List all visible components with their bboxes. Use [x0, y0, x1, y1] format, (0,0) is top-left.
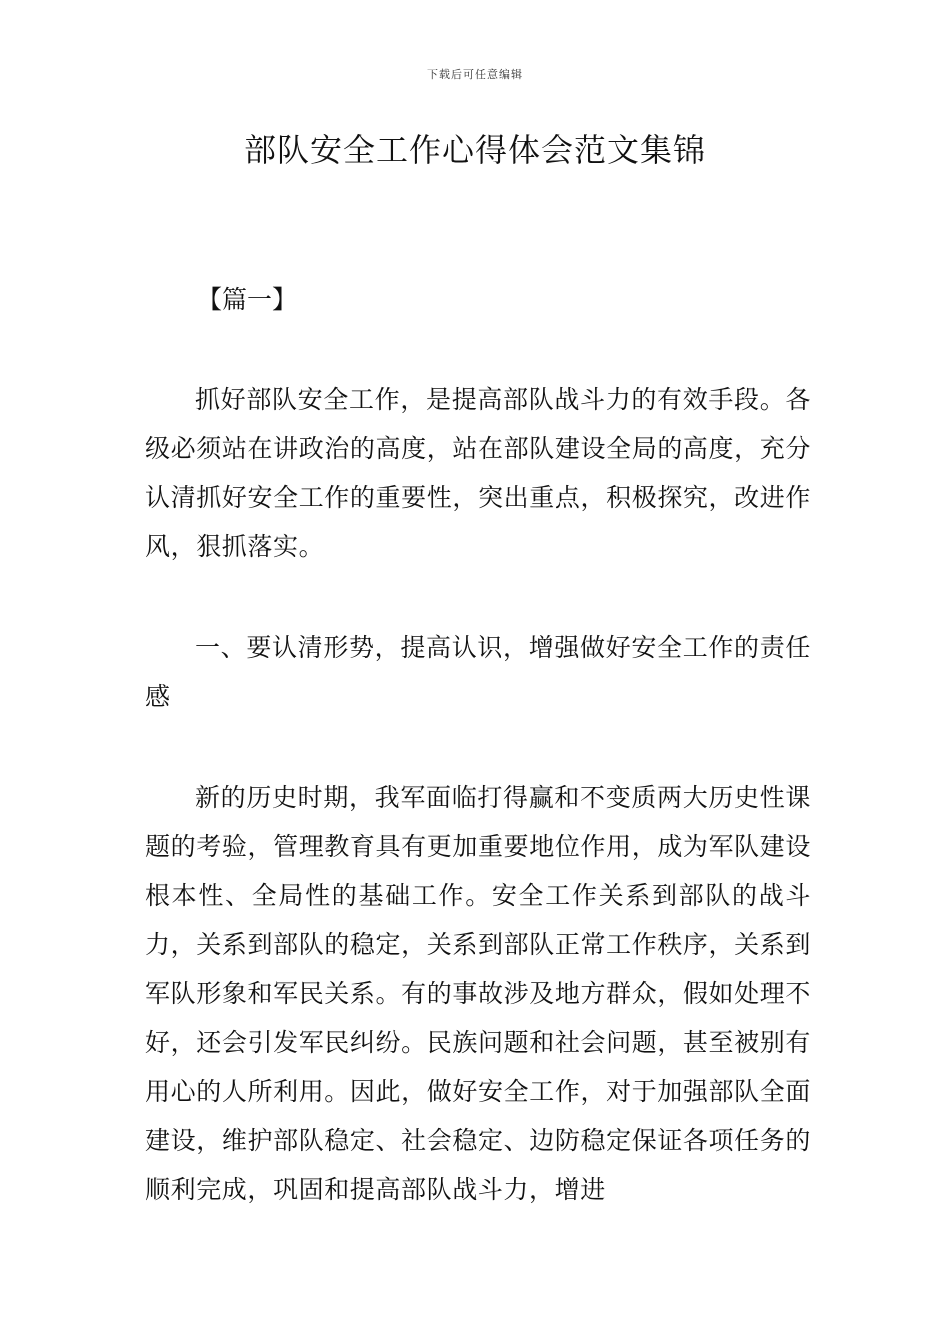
paragraph-body: 新的历史时期，我军面临打得赢和不变质两大历史性课题的考验，管理教育具有更加重要地位作用，成为军队建设根本性、全局性的基础工作。安全工作关系到部队的战斗力，关系到部队的稳定，关系到部队正常工作秩序，关系到军队形象和军民关系。有的事故涉及地方群众，假如处理不好，还会引发军民纠纷。民族问题和社会问题，甚至被别有用心的人所利用。因此，做好安全工作，对于加强部队全面建设，维护部队稳定、社会稳定、边防稳定保证各项任务的顺利完成，巩固和提高部队战斗力，增进 — [145, 783, 811, 1204]
paragraph-intro: 抓好部队安全工作，是提高部队战斗力的有效手段。各级必须站在讲政治的高度，站在部队建设全局的高度，充分认清抓好安全工作的重要性，突出重点，积极探究，改进作风，狠抓落实。 — [145, 385, 811, 561]
section-heading-1: 一、要认清形势，提高认识，增强做好安全工作的责任感 — [145, 633, 811, 711]
document-title: 部队安全工作心得体会范文集锦 — [243, 131, 706, 169]
header-note: 下载后可任意编辑 — [427, 68, 523, 81]
section-label: 【篇一】 — [197, 285, 298, 314]
